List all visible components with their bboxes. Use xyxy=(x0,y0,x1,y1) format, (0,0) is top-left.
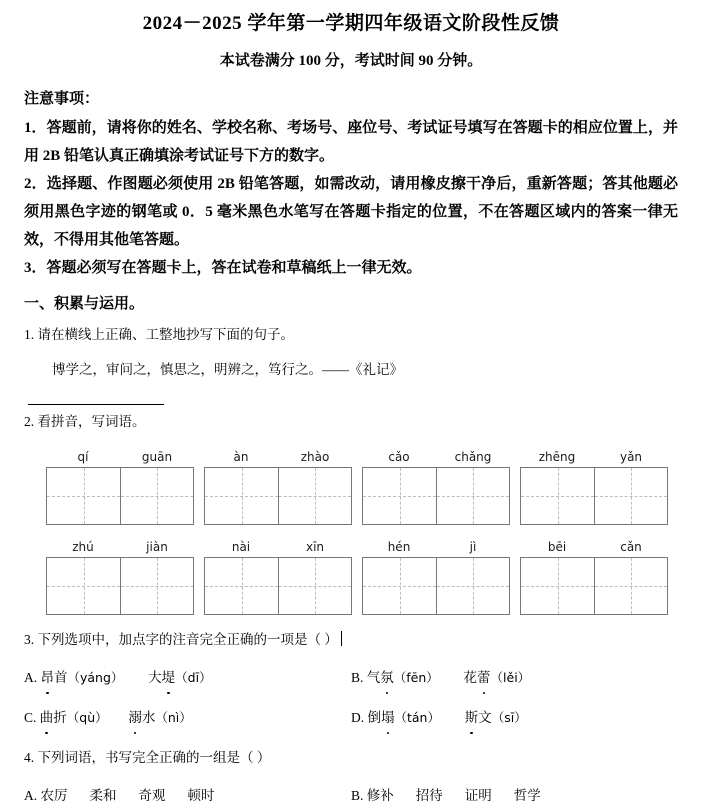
question-4-options xyxy=(24,781,678,811)
pinyin-syllable: yǎn xyxy=(619,450,643,464)
option-d-word1-dotted-char: 塌 xyxy=(381,703,395,733)
pinyin-syllable: zhú xyxy=(72,540,94,554)
option-a-word2-pre: 大 xyxy=(148,670,162,685)
option-b[interactable] xyxy=(351,663,678,693)
pinyin-label-pair xyxy=(46,539,194,555)
option-c-word1-pinyin: （qù） xyxy=(66,710,108,725)
question-3-text: 下列选项中，加点字的注音完全正确的一项是（ ） xyxy=(37,632,338,647)
option-a-word1-dotted-char: 昂 xyxy=(41,663,55,693)
tianzi-grid[interactable] xyxy=(520,467,668,525)
question-1-stem xyxy=(24,322,678,348)
tianzi-grid[interactable] xyxy=(46,467,194,525)
option-a-word: 顿时 xyxy=(187,788,215,803)
option-b-word: 招待 xyxy=(415,788,443,803)
question-3-number: 3. xyxy=(24,632,35,647)
pinyin-syllable: cǎo xyxy=(388,450,410,464)
tianzi-cell[interactable] xyxy=(363,468,436,524)
option-d-word1-pre: 倒 xyxy=(367,710,381,725)
tianzi-cell[interactable] xyxy=(594,558,667,614)
option-a-label: A. xyxy=(24,788,38,803)
tianzi-cell[interactable] xyxy=(278,558,351,614)
notice-heading: 注意事项： xyxy=(24,91,100,107)
option-c-word2-post: 水 xyxy=(141,710,156,725)
question-2-number: 2. xyxy=(24,414,35,429)
question-1-quote: 博学之，审问之，慎思之，明辨之，笃行之。——《礼记》 xyxy=(52,362,403,377)
pinyin-grid-group xyxy=(520,449,668,525)
exam-paper-page xyxy=(0,10,702,803)
notice-item-2: 2．选择题、作图题必须使用 2B 铅笔答题，如需改动，请用橡皮擦干净后，重新答题；答其他题必须用黑色字迹的钢笔或 0．5 毫米黑色水笔写在答题卡指定的位置，不在答题区域内的答案一律无效，不得用其他笔答题。 xyxy=(24,176,678,248)
notice-section xyxy=(24,86,678,282)
pinyin-syllable: nài xyxy=(231,540,251,554)
option-b-word2-dotted-char: 蕾 xyxy=(477,663,491,693)
tianzi-cell[interactable] xyxy=(120,468,193,524)
option-a[interactable] xyxy=(24,663,351,693)
tianzi-cell[interactable] xyxy=(47,468,120,524)
option-b-word1-pinyin: （fēn） xyxy=(393,670,439,685)
question-2 xyxy=(24,409,678,615)
option-b-word1-pre: 气 xyxy=(366,670,381,685)
option-d-word2-pinyin: （sī） xyxy=(491,710,527,725)
option-d[interactable] xyxy=(351,703,678,733)
option-b-label: B. xyxy=(351,670,364,685)
option-row xyxy=(24,663,678,693)
question-4-text: 下列词语，书写完全正确的一组是（ ） xyxy=(37,750,271,765)
option-c-word1-dotted-char: 曲 xyxy=(40,703,54,733)
tianzi-cell[interactable] xyxy=(436,468,509,524)
pinyin-syllable: chǎng xyxy=(454,450,492,464)
page-subtitle: 本试卷满分 100 分，考试时间 90 分钟。 xyxy=(219,53,483,69)
pinyin-grid-row-2 xyxy=(46,539,678,615)
question-2-text: 看拼音，写词语。 xyxy=(37,414,146,429)
option-b-word: 修补 xyxy=(366,788,394,803)
pinyin-grid-group xyxy=(362,539,510,615)
pinyin-syllable: jì xyxy=(469,540,477,554)
option-b-word2-pinyin: （lěi） xyxy=(490,670,531,685)
option-b-word: 证明 xyxy=(464,788,492,803)
tianzi-grid[interactable] xyxy=(46,557,194,615)
pinyin-grid-group xyxy=(520,539,668,615)
option-b[interactable] xyxy=(351,781,678,811)
option-c-word2-dotted-char: 溺 xyxy=(128,703,142,733)
option-a-word1-post: 首 xyxy=(54,670,68,685)
pinyin-label-pair xyxy=(520,449,668,465)
pinyin-syllable: zhēng xyxy=(538,450,576,464)
option-c-word2-pinyin: （nì） xyxy=(155,710,192,725)
option-a-word2-dotted-char: 堤 xyxy=(162,663,176,693)
option-a-word1-pinyin: （yáng） xyxy=(67,670,124,685)
tianzi-grid[interactable] xyxy=(362,467,510,525)
notice-item-3: 3．答题必须写在答题卡上，答在试卷和草稿纸上一律无效。 xyxy=(24,260,422,276)
option-b-word1-dotted-char: 氛 xyxy=(380,663,394,693)
question-3 xyxy=(24,627,678,653)
tianzi-cell[interactable] xyxy=(363,558,436,614)
tianzi-grid[interactable] xyxy=(520,557,668,615)
option-a-word: 农厉 xyxy=(40,788,68,803)
question-2-stem xyxy=(24,409,678,435)
option-d-word2-post: 文 xyxy=(478,710,492,725)
page-title: 2024－2025 学年第一学期四年级语文阶段性反馈 xyxy=(142,13,560,34)
question-3-stem xyxy=(24,627,678,653)
pinyin-syllable: àn xyxy=(233,450,249,464)
pinyin-grid-group xyxy=(46,449,194,525)
option-row xyxy=(24,781,678,811)
option-b-word: 哲学 xyxy=(513,788,541,803)
option-c[interactable] xyxy=(24,703,351,733)
option-a-word: 柔和 xyxy=(89,788,117,803)
tianzi-cell[interactable] xyxy=(120,558,193,614)
option-d-word1-pinyin: （tán） xyxy=(394,710,440,725)
pinyin-label-pair xyxy=(520,539,668,555)
option-c-word1-post: 折 xyxy=(53,710,67,725)
option-a-label: A. xyxy=(24,670,38,685)
option-a-word2-pinyin: （dī） xyxy=(175,670,212,685)
pinyin-grid-group xyxy=(204,539,352,615)
question-1 xyxy=(24,322,678,405)
pinyin-syllable: jiàn xyxy=(146,540,168,554)
pinyin-label-pair xyxy=(204,539,352,555)
pinyin-label-pair xyxy=(204,449,352,465)
tianzi-grid[interactable] xyxy=(204,467,352,525)
question-4 xyxy=(24,745,678,771)
option-a[interactable] xyxy=(24,781,351,811)
pinyin-syllable: xīn xyxy=(305,540,325,554)
tianzi-cell[interactable] xyxy=(205,558,278,614)
option-d-word2-dotted-char: 斯 xyxy=(465,703,479,733)
tianzi-cell[interactable] xyxy=(521,558,594,614)
question-1-number: 1. xyxy=(24,327,35,342)
tianzi-cell[interactable] xyxy=(521,468,594,524)
option-b-word2-pre: 花 xyxy=(463,670,478,685)
tianzi-cell[interactable] xyxy=(205,468,278,524)
pinyin-syllable: guān xyxy=(141,450,173,464)
option-b-label: B. xyxy=(351,788,364,803)
option-row xyxy=(24,703,678,733)
pinyin-syllable: zhào xyxy=(300,450,330,464)
option-c-label: C. xyxy=(24,710,37,725)
pinyin-syllable: hén xyxy=(387,540,411,554)
pinyin-grid-row-1 xyxy=(46,449,678,525)
tianzi-cell[interactable] xyxy=(594,468,667,524)
pinyin-label-pair xyxy=(362,449,510,465)
notice-item-1: 1．答题前，请将你的姓名、学校名称、考场号、座位号、考试证号填写在答题卡的相应位置上，并用 2B 铅笔认真正确填涂考试证号下方的数字。 xyxy=(24,120,678,164)
tianzi-cell[interactable] xyxy=(47,558,120,614)
pinyin-grid-group xyxy=(204,449,352,525)
tianzi-grid[interactable] xyxy=(204,557,352,615)
tianzi-grid[interactable] xyxy=(362,557,510,615)
option-d-label: D. xyxy=(351,710,365,725)
pinyin-grid-group xyxy=(362,449,510,525)
pinyin-label-pair xyxy=(46,449,194,465)
section-heading-accumulation: 一、积累与运用。 xyxy=(24,296,145,312)
question-4-number: 4. xyxy=(24,750,35,765)
pinyin-syllable: bēi xyxy=(547,540,567,554)
text-cursor xyxy=(341,631,342,646)
pinyin-label-pair xyxy=(362,539,510,555)
tianzi-cell[interactable] xyxy=(278,468,351,524)
question-1-text: 请在横线上正确、工整地抄写下面的句子。 xyxy=(37,327,294,342)
question-4-stem xyxy=(24,745,678,771)
handwriting-rule[interactable] xyxy=(28,404,164,405)
tianzi-cell[interactable] xyxy=(436,558,509,614)
option-a-word: 奇观 xyxy=(138,788,166,803)
pinyin-syllable: qí xyxy=(77,450,89,464)
question-3-options xyxy=(24,663,678,733)
pinyin-syllable: cǎn xyxy=(620,540,642,554)
pinyin-grid-group xyxy=(46,539,194,615)
